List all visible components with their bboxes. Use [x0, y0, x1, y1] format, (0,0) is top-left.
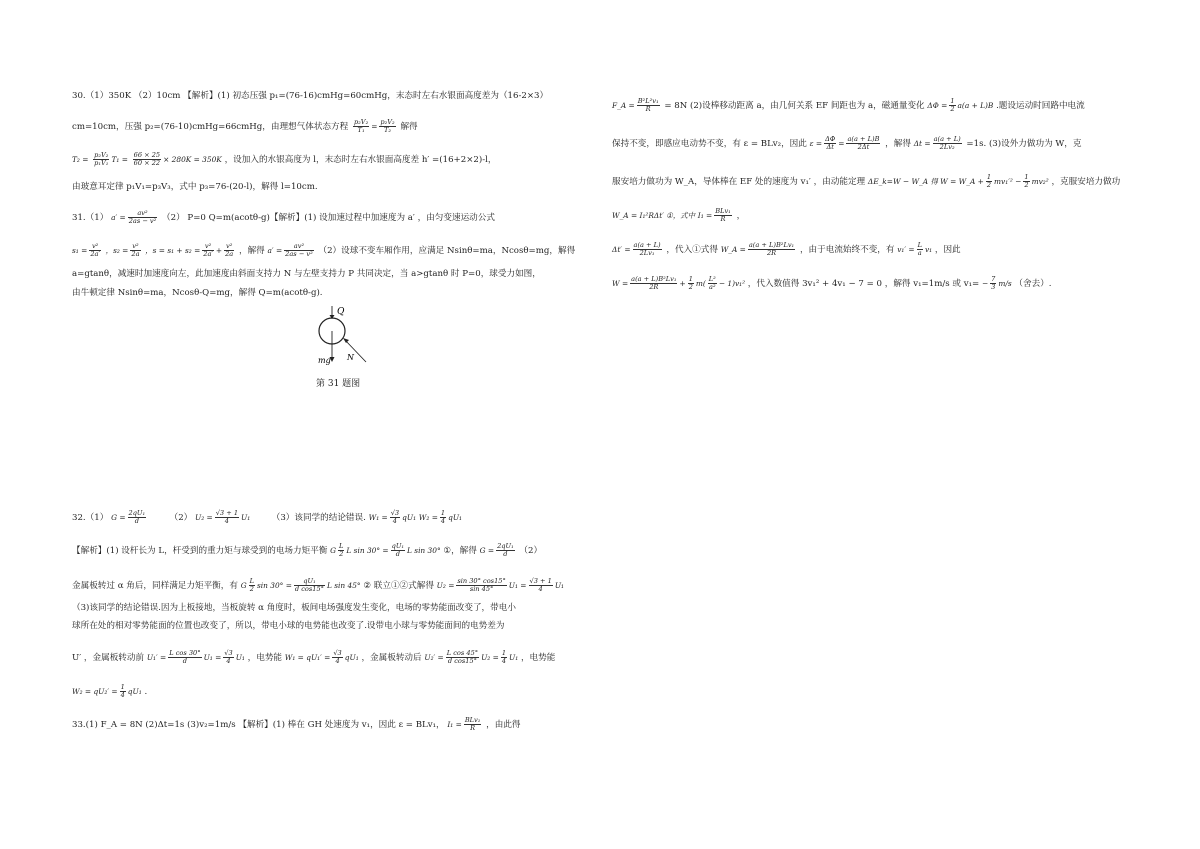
q30-text: 由玻意耳定律 p₁V₁=p₃V₃，式中 p₃=76-(20-l)，解得 l=10cm.: [72, 182, 318, 192]
q30-text: 解得: [400, 121, 418, 132]
formula: $\frac{\text{v²}}{2a'}$: [90, 242, 100, 258]
label-q: Q: [337, 307, 345, 317]
q32-line-3: 金属板转过 α 角后，同样满足力矩平衡，有 G $\frac{L}{2}$ sin 30° = $\frac{\text{qU₁}}{\text{d cos15°}}$ L sin 45° ② 联立①②式解得 U₂ = $\frac{\sin 30^\circ \cos 15^\circ}{\sin 45^\circ}$ U₁ = $\frac{√3 + 1}{4}$ U₁: [72, 577, 565, 593]
formula: $\frac{\text{BLv₁}}{R}$: [715, 207, 731, 223]
formula: $\frac{\text{p₂V₂}}{\text{T₁}}$: [353, 118, 369, 134]
formula: $\frac{7}{3}$: [991, 275, 996, 291]
formula: $\frac{1}{2}$: [950, 97, 955, 113]
formula: $\frac{L}{a}$: [917, 241, 922, 257]
formula: $\frac{√3}{4}$: [224, 649, 233, 665]
force-n-arrowhead: [343, 338, 349, 343]
label-n: N: [347, 353, 354, 362]
q31-line-2: s₁ = $\frac{\text{v²}}{2a'}$ ，s₂ = $\frac{\text{v²}}{2a}$ ，s = s₁ + s₂ = $\frac{\text{v²}}{2a'}$ + $\frac{\text{v²}}{2a}$ ，解得 a′ = $\frac{\text{av²}}{\text{2as − v²}}$ （2）设球不变车厢作用，应满足 Nsinθ=ma，Ncosθ=mg，解得: [72, 242, 576, 258]
formula: $\frac{\text{2qU₁}}{d}$: [128, 509, 146, 525]
right-line-3: 服安培力做功为 W_A，导体棒在 EF 处的速度为 v₁′ ，由动能定理 ΔE_k=W − W_A 得 W = W_A + $\frac{1}{2}$ mv₁′² − $\frac{1}{2}$ mv₂² ，克服安培力做功: [612, 173, 1121, 189]
q32-line-1: 32.（1） G = $\frac{\text{2qU₁}}{d}$ （2） U₂ = $\frac{√3 + 1}{4}$ U₁ （3）该同学的结论错误. W₁ = $\frac{√3}{4}$ qU₁ W₂ = $\frac{1}{4}$ qU₁: [72, 509, 463, 525]
right-line-5: Δt′ = $\frac{a(a + L)}{\text{2Lv₁}}$ ，代入①式得 W_A = $\frac{\text{a(a + L)B²Lv₁}}{2R}$ ，由于电流始终不变，有 v₁′ = $\frac{L}{a}$ v₁ ，因此: [612, 241, 961, 257]
formula: $\frac{\text{a(a + L)B²Lv₁}}{2R}$: [631, 275, 677, 291]
q30-line-4: [72, 183, 318, 192]
formula: $\frac{1}{4}$: [501, 649, 507, 665]
formula: $\frac{\text{qU₁}}{\text{d cos15°}}$: [294, 577, 324, 593]
formula: $\frac{a(a + L)B}{2\Delta t}$: [847, 135, 880, 151]
formula: $\frac{\Delta\Phi}{\Delta t}$: [825, 135, 836, 151]
q31-line-4: 由牛顿定律 Nsinθ=ma，Ncosθ-Q=mg，解得 Q=m(acotθ-g).: [72, 288, 323, 298]
q31-line-3: a=gtanθ，减速时加速度向左，此加速度由斜面支持力 N 与左壁支持力 P 共同决定，当 a>gtanθ 时 P=0，球受力如图，: [72, 269, 541, 279]
q31-line-1: 31.（1） a′ = $\frac{\text{av²}}{\text{2as − v²}}$ （2） P=0 Q=m(acotθ-g)【解析】(1) 设加速过程中加速度为 a′ ，由匀变速运动公式: [72, 209, 495, 225]
formula: $\frac{\text{qU₁}}{d}$: [391, 542, 405, 558]
formula: $\frac{\text{a(a + L)B²Lv₁}}{2R}$: [748, 241, 795, 257]
formula: $\frac{\text{v²}}{2a}$: [225, 242, 234, 258]
formula: $\frac{L}{2}$: [339, 542, 344, 558]
formula: $\frac{\text{p₂V₂}}{\text{p₁V₁}}$: [94, 151, 109, 167]
q30-text: cm=10cm，压强 p₂=(76-10)cmHg=66cmHg，由理想气体状态方程: [72, 121, 349, 132]
formula: $\frac{\text{L cos 30°}}{d}$: [169, 649, 201, 665]
formula: $\frac{\text{2qU₁}}{d}$: [497, 542, 514, 558]
q30-line-2: cm=10cm，压强 p₂=(76-10)cmHg=66cmHg，由理想气体状态方程 $\frac{\text{p₂V₂}}{\text{T₁}}$ = $\frac{\text{p₂V₂}}{\text{T₂}}$ 解得: [72, 118, 418, 134]
figure-caption: 第 31 题图: [316, 379, 361, 389]
q32-line-7: W₂ = qU₂′ = $\frac{1}{4}$ qU₁ .: [72, 683, 148, 699]
formula: $\frac{a(a + L)}{\text{2Lv₂}}$: [933, 135, 961, 151]
q30-line-3: T₂ = $\frac{\text{p₂V₂}}{\text{p₁V₁}}$ T₁ = $\frac{66 \times 25}{60 \times 22}$ × 280K = 350K ，设加入的水银高度为 l，末态时左右水银面高度差 h′ =(16+2×2)-l，: [72, 151, 497, 167]
right-line-6: W = $\frac{\text{a(a + L)B²Lv₁}}{2R}$ + $\frac{1}{2}$ m( $\frac{\text{L²}}{\text{a²}}$ − 1)v₁² ，代入数值得 3v₁² + 4v₁ − 7 = 0 ，解得 v₁=1m/s 或 v₁= − $\frac{7}{3}$ m/s （舍去）.: [612, 275, 1052, 291]
force-diagram: [318, 300, 388, 370]
formula: $\frac{√3 + 1}{4}$: [529, 577, 552, 593]
formula: $\frac{1}{2}$: [1024, 173, 1029, 189]
formula: $\frac{\text{L cos 45°}}{\text{d cos15°}}$: [446, 649, 479, 665]
formula: $\frac{66 \times 25}{60 \times 22}$: [133, 151, 161, 167]
label-mg: mg: [318, 356, 331, 365]
right-line-1: F_A = $\frac{\text{B²L²v₁}}{R}$ = 8N (2)设棒移动距离 a，由几何关系 EF 间距也为 a，磁通量变化 ΔΦ = $\frac{1}{2}$ a(a + L)B .题设运动时回路中电流: [612, 97, 1085, 113]
q30-text: ，设加入的水银高度为 l，末态时左右水银面高度差 h′ =(16+2×2)-l，: [224, 154, 497, 165]
q32-line-5: 球所在处的相对零势能面的位置也改变了，所以，带电小球的电势能也改变了.设带电小球与零势能面间的电势差为: [72, 621, 505, 631]
formula: $\frac{\text{av²}}{\text{2as − v²}}$: [285, 242, 313, 258]
q30-line-1: [72, 92, 548, 101]
formula: $\frac{√3 + 1}{4}$: [215, 509, 239, 525]
formula: $\frac{L}{2}$: [249, 577, 254, 593]
q32-line-6: U′ ，金属板转动前 U₁′ = $\frac{\text{L cos 30°}}{d}$ U₁ = $\frac{√3}{4}$ U₁ ，电势能 W₁ = qU₁′ = $\frac{√3}{4}$ qU₁ ，金属板转动后 U₂′ = $\frac{\text{L cos 45°}}{\text{d cos15°}}$ U₂ = $\frac{1}{4}$ U₁ ，电势能: [72, 649, 556, 665]
right-line-2: 保持不变，即感应电动势不变，有 ε = BLv₂，因此 ε = $\frac{\Delta\Phi}{\Delta t}$ = $\frac{a(a + L)B}{2\Delta t}$ ，解得 Δt = $\frac{a(a + L)}{\text{2Lv₂}}$ =1s. (3)设外力做功为 W，克: [612, 135, 1082, 151]
formula: $\frac{\text{p₂V₂}}{\text{T₂}}$: [380, 118, 395, 134]
formula: $\frac{\text{L²}}{\text{a²}}$: [708, 275, 716, 291]
formula: $\frac{\text{B²L²v₁}}{R}$: [637, 97, 659, 113]
formula: $\frac{\text{v²}}{2a}$: [131, 242, 140, 258]
formula: $\frac{1}{2}$: [986, 173, 992, 189]
formula: $\frac{\text{v²}}{2a'}$: [203, 242, 213, 258]
formula: $\frac{1}{4}$: [440, 509, 446, 525]
q32-line-2: 【解析】(1) 设杆长为 L，杆受到的重力矩与球受到的电场力矩平衡 G $\frac{L}{2}$ L sin 30° = $\frac{\text{qU₁}}{d}$ L sin 30° ①，解得 G = $\frac{\text{2qU₁}}{d}$ （2）: [72, 542, 543, 558]
formula: $\frac{1}{2}$: [688, 275, 693, 291]
formula: $\frac{a(a + L)}{\text{2Lv₁}}$: [633, 241, 661, 257]
formula: $\frac{\text{av²}}{\text{2as − v²}}$: [128, 209, 157, 225]
q33-line-1: 33.(1) F_A = 8N (2)Δt=1s (3)v₂=1m/s 【解析】(1) 棒在 GH 处速度为 v₁，因此 ε = BLv₁， I₁ = $\frac{\text{BLv₁}}{R}$ ，由此得: [72, 716, 521, 732]
q30-text: 30.（1）350K （2）10cm 【解析】(1) 初态压强 p₁=(76-16)cmHg=60cmHg，末态时左右水银面高度差为（16-2×3）: [72, 91, 549, 101]
right-line-4: W_A = I₁²RΔt′ ①，式中 I₁ = $\frac{\text{BLv₁}}{R}$ ，: [612, 207, 746, 223]
formula: $\frac{1}{4}$: [120, 683, 125, 699]
q32-line-4: （3)该同学的结论错误.因为上板接地，当板旋转 α 角度时，板间电场强度发生变化，电场的零势能面改变了，带电小: [72, 603, 516, 613]
formula: $\frac{\sin 30^\circ \cos 15^\circ}{\sin 45^\circ}$: [457, 577, 506, 593]
formula: $\frac{√3}{4}$: [333, 649, 342, 665]
formula: $\frac{\text{BLv₁}}{R}$: [464, 716, 481, 732]
formula: $\frac{√3}{4}$: [390, 509, 400, 525]
